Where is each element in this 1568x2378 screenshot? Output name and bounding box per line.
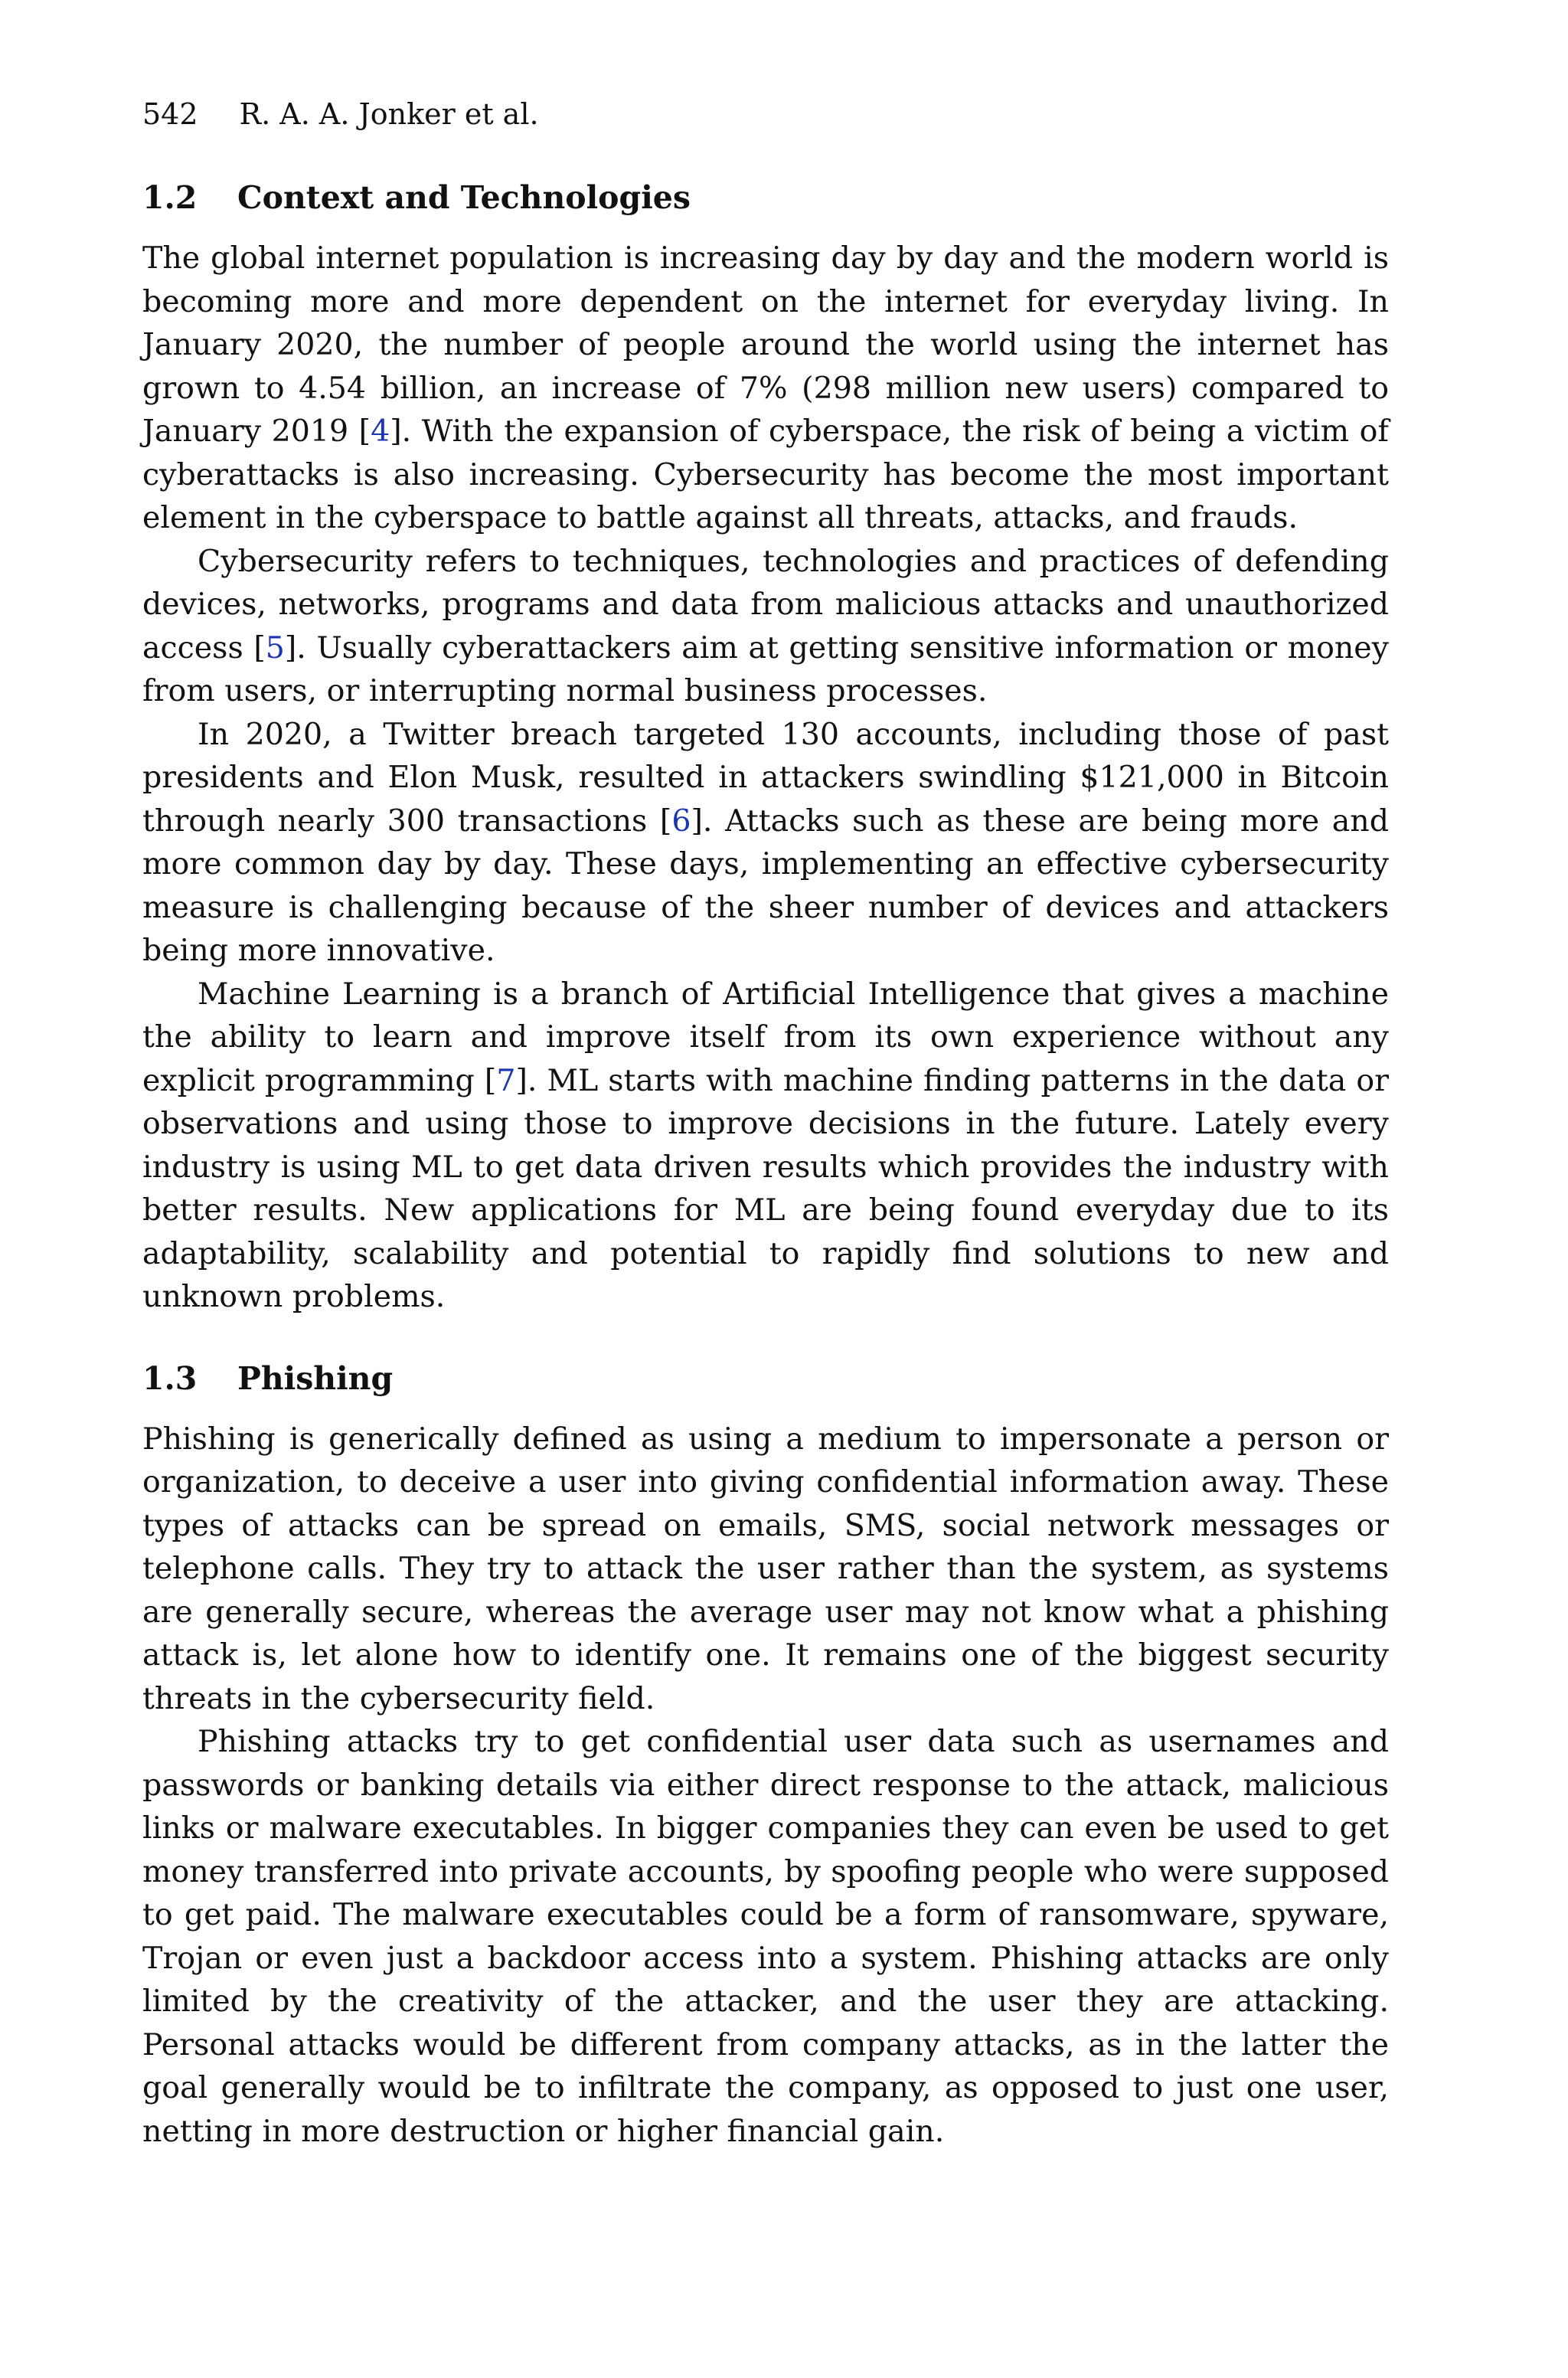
section-number: 1.2 — [142, 179, 198, 216]
paragraph-text: ]. ML starts with machine finding patterns in the data or observations and using those to improve decisions in the future. Lately every industry is using ML to get data driven results which provides the industry with better results. New applications for ML are being found everyday due to its adaptability, scalability and potential to rapidly find solutions to new and unknown problems. — [142, 1062, 1389, 1314]
section-title: Phishing — [237, 1359, 394, 1397]
section-number: 1.3 — [142, 1359, 198, 1397]
section-heading — [142, 1359, 1389, 1397]
paragraph-text: Cybersecurity refers to techniques, technologies and practices of defending devices, networks, programs and data from malicious attacks and unauthorized access [ — [142, 543, 1389, 666]
citation-link[interactable]: 7 — [496, 1062, 516, 1098]
page-number: 542 — [142, 97, 198, 131]
section-title: Context and Technologies — [237, 179, 691, 216]
section-context-and-technologies — [142, 179, 1389, 1319]
citation-link[interactable]: 5 — [265, 630, 285, 666]
paragraph-text: Machine Learning is a branch of Artificial Intelligence that gives a machine the ability to learn and improve itself from its own experience without any explicit programming [ — [142, 976, 1389, 1098]
paragraph — [142, 1418, 1389, 1721]
running-header-authors: R. A. A. Jonker et al. — [239, 97, 539, 131]
paragraph-text: ]. Usually cyberattackers aim at getting sensitive information or money from users, or interrupting normal business processes. — [142, 630, 1389, 708]
citation-link[interactable]: 6 — [671, 803, 691, 839]
paragraph — [142, 237, 1389, 540]
paragraph-text: Phishing is generically defined as using a medium to impersonate a person or organization, to deceive a user into giving confidential information away. These types of attacks can be spread on emails, SMS, social network messages or telephone calls. They try to attack the user rather than the system, as systems are generally secure, whereas the average user may not know what a phishing attack is, let alone how to identify one. It remains one of the biggest security threats in the cybersecurity field. — [142, 1421, 1389, 1716]
section-phishing — [142, 1359, 1389, 2154]
paragraph-text: Phishing attacks try to get confidential user data such as usernames and passwords or banking details via either direct response to the attack, malicious links or malware executables. In bigger companies they can even be used to get money transferred into private accounts, by spoofing people who were supposed to get paid. The malware executables could be a form of ransomware, spyware, Trojan or even just a backdoor access into a system. Phishing attacks are only limited by the creativity of the attacker, and the user they are attacking. Personal attacks would be different from company attacks, as in the latter the goal generally would be to infiltrate the company, as opposed to just one user, netting in more destruction or higher financial gain. — [142, 1724, 1389, 2149]
paragraph-text: ]. With the expansion of cyberspace, the risk of being a victim of cyberattacks is also increasing. Cybersecurity has become the most important element in the cyberspace to battle against all threats, attacks, and frauds. — [142, 414, 1389, 535]
paragraph-text: The global internet population is increasing day by day and the modern world is becoming more and more dependent on the internet for everyday living. In January 2020, the number of people around the world using the internet has grown to 4.54 billion, an increase of 7% (298 million new users) compared to January 2019 [ — [142, 240, 1389, 449]
running-header — [142, 97, 1389, 131]
section-heading — [142, 179, 1389, 216]
paragraph-text: ]. Attacks such as these are being more and more common day by day. These days, implementing an effective cybersecurity measure is challenging because of the sheer number of devices and attackers being more innovative. — [142, 803, 1389, 968]
citation-link[interactable]: 4 — [371, 414, 390, 449]
paragraph — [142, 713, 1389, 973]
paragraph — [142, 540, 1389, 713]
paper-page — [142, 97, 1389, 2153]
paragraph — [142, 1720, 1389, 2153]
paragraph-text: In 2020, a Twitter breach targeted 130 accounts, including those of past presidents and Elon Musk, resulted in attackers swindling $121,000 in Bitcoin through nearly 300 transactions [ — [142, 716, 1389, 839]
paragraph — [142, 973, 1389, 1319]
